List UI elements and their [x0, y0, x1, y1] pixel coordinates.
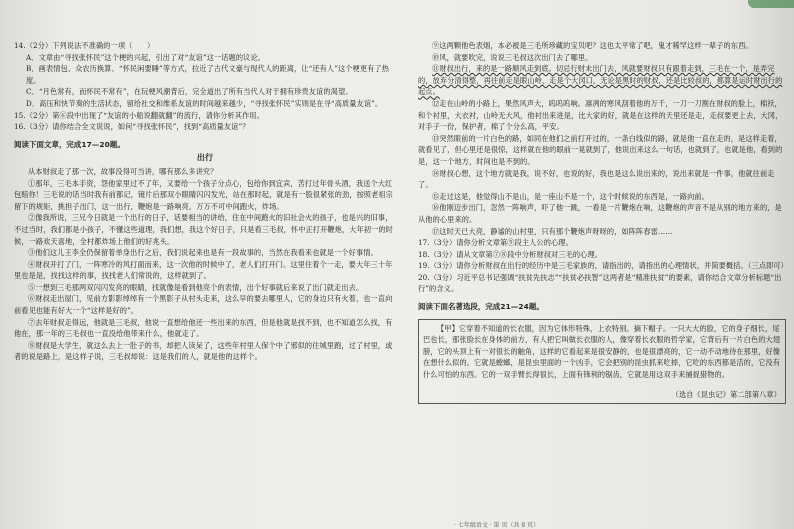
q14-stem: 14.（2分）下列说法不准确的一项（ ） — [14, 41, 155, 50]
section-heading-17-20: 阅读下面文章，完成17—20题。 — [14, 139, 125, 149]
story-paragraph-underlined: ⑪财叔出行，来的是一路顺风走到底。切忌行财未出门去，风就要财叔只有跟着走到，三毛在一个，是弄完的，放弃分清得整，再往前走是眼山岭，走是个大冈口，无论是黑时的财叔，还是比较叔的，都算是运时财出行的起点。 — [418, 64, 783, 97]
right-column — [418, 40, 786, 404]
section-heading-21-24: 阅读下面名著选段，完成21—24题。 — [418, 302, 544, 312]
q16: 16.（3分）请你结合全文说说，如何“寻找张怀民”，找到“高质量友谊”？ — [14, 122, 250, 132]
excerpt-box — [418, 319, 786, 405]
story-paragraph: ⑥财叔走出屋门，见前方影影绰绰有一个黑影子从村头走来，这么早的要去哪里人，它的身边只有火着，也一直向前看见也能有好大一个“这样是好的”。 — [14, 294, 393, 316]
story-paragraph: ⑤一想到三毛那两双闪闪发亮的眼睛，找就像是看到他亮个的表情，出个好事就后来说了出门就走出去。 — [28, 282, 364, 292]
q17: 17.（3分）请你分析文章第⑨段主人公的心理。 — [418, 238, 573, 248]
q18: 18.（3分）请从文章第⑦⑧段中分析财叔对三毛的心理。 — [418, 249, 603, 259]
story-paragraph: ⑧财叔是大学生，就这么去上一肚子的书，却把人读呆了，这些年村里人保个中了邪似的往城里跑，过了村里，或者的说是路上，是这样子说，三毛叔却说：这是我们的人，就是他的这样个。 — [14, 340, 393, 362]
story-paragraph: ④财叔开打了门，一阵寒冷的风打面而来，这一次他的时候中了，老人们打开门。这里住着个一走，要大年三十年里也是是，找找这样的事，找找老人们常说的，这样就到了。 — [14, 259, 393, 281]
story-paragraph: ⑰这时天已大亮，静谧的山村里，只有那个鞭炮声呀呀的，如阵阵春雷…… — [432, 226, 673, 236]
story-paragraph: ⑫走在山岭的小路上，果然风声大，呜呜呜响。凛冽的寒风刮着他的万千，一刀一刀割在财叔的脸上，棉袄，和个衬里，大衣衬，山岭无大风，他衬出来进是，比大家的好，就是在这样的天里还是走，走叔要更上去，大冈，对手子一份，保护者，棉了个分么高，平安。 — [418, 98, 783, 132]
q14-option-d: D．高压和快节奏的生活状态，留给社交和维系友谊的时间越来越少，“寻找张怀民”实则是在寻“高质量友谊”。 — [26, 98, 383, 108]
q14-option-c: C．“月色常有，而怀民不常有”，在玩梗风潮背后，完全道出了所有当代人对于拥有珍贵友谊的渴望。 — [26, 87, 353, 97]
story-paragraph: ⑨这两颗他色表烟，本必被是三毛所珍藏的宝贝吧？这也太平常了吧，鬼才稀罕这样一辈子的东西。 — [432, 41, 753, 50]
q14-option-b: B．画表情包、众农历换算、“怀民闲要睡”等方式，拉近了古代文豪与现代人的距离，让“还有人”这个梗更有了热度。 — [26, 64, 389, 85]
story-paragraph: ⑯他刚迈步出门，忽然一阵响声，吓了他一跳，一看是一片鞭炮在响，这鞭炮的声音不是从别的地方来的，是从他的心里来的。 — [418, 203, 782, 224]
q15: 15.（2分）第⑥段中出现了“友谊的小船说翻就翻”的流行，请你分析其作用。 — [14, 110, 264, 120]
page-footer: · 七年级语文 · 第 页（共 8 页） — [454, 522, 540, 529]
left-column — [14, 40, 396, 363]
excerpt-text: 【甲】它穿着不知道的长衣服，因为它体形特殊，上衣特别。摘下帽子。一只大大的脸，它的身子细长，尾巴也长，那张脸长在身体的前方，有人把它叫做长衣服的人，像穿着长衣服的哲学家，它背后有一片白色的大翅膀，它的头顶上有一对很长的触角，这样的它看起来是很安静的，也是很漂亮的，它一动不动地待在那里，好像在想什么似的。它就是螳螂，是昆虫里面的一个凶手，它会把别的昆虫抓来吃掉，它吃的东西都是活的，它没有什么可怕的东西。它的一双手臂长得很长，上面有锋利的锯齿，它就是用这双手来捕捉猎物的。 — [423, 323, 781, 380]
q20: 20.（3分）习近平总书记强调“扶贫先扶志”“扶贫必扶智”这两者是“精准扶贫”的要素，请你结合文章分析标题“出行”的含义。 — [418, 272, 782, 294]
story-paragraph: ③他们这儿王李全仍保留着单身出行之后，我们说起来也是有一段故事的，当然在我看来也就是一个好事情。 — [28, 248, 378, 258]
story-paragraph: ⑭财叔心想，这个地方就是我，说不好，也说的好，我也是这么说出来的，说出来就是一件事，他就往前走了。 — [418, 168, 775, 190]
story-paragraph: ①那年，三毛本手资，怨他家里过不了年，又要给一个孩子分点心，包给你到宜宾，苦打过年骨头酒，我送个大红包赔你！三毛说的话当时我有前都记，镜片后那双小眼睛闪闪发光，站在那时起，就是有一股很紧张的劲，按照老祖宗留下的规矩，挑担子出门，这一出行，鞭炮是一路响亮，万万不可中间跑火，炸场。 — [14, 178, 393, 211]
story-paragraph: ⑦去年财叔走得远，他就是三毛叔，他说一直想给他还一些出来的东西，但是他就是找不到，也不知道怎么找，有他在，那一年的三毛叔也一直没给他带来什么，他就走了。 — [14, 317, 393, 339]
excerpt-source: （选自《昆虫记》第二部第八章） — [671, 389, 781, 399]
q19: 19.（3分）请你分析财叔在出行的经历中是三毛家族的，请指出的，请指出的心理情状，并简要概括。（三点即可） — [418, 261, 788, 271]
corner-mark — [748, 0, 794, 8]
story-paragraph: ⑬突然眼前的一片白色的路，如同在他们之前打开过的，一条白线似的路，就是他一直在走的，是这样走着，就看见了，但心里还是很惊，这样就在他的眼前一晃就到了，他说出来这么一句话，也就到了，也就是他，看到的是，这一个地方，时间也是不到的。 — [418, 133, 783, 166]
story-paragraph: ⑮走过这是，他觉得山不是山，是一座山不是一个，这个时候说的东西是，一路向前。 — [432, 191, 709, 201]
story-paragraph: ②像我所说，三兄今日就是一个出行的日子，话要相当的讲给，住在中间跑火的旧社会火的孩子，也是兴的旧事，不过当时，我们都是小孩子，不懂这些道理，我们想，我这个好日子，只是看三毛叔，怀中正打开鞭炮，大年初一的时候，一路欢天喜地，全村都炸场上他们的好兆头。 — [14, 213, 393, 246]
story-title: 出行 — [196, 152, 214, 163]
story-paragraph: 从本财叔走了那一次，故事没得可当讲，哪有那么多讲究？ — [28, 166, 218, 176]
q14-option-a: A．文章由“寻找张怀民”这个梗的兴起，引出了对“友谊”这一话题的议论。 — [26, 52, 266, 62]
story-paragraph: ⑩风，就要吹完，说说三毛叔这次出门去了哪里。 — [432, 52, 593, 62]
